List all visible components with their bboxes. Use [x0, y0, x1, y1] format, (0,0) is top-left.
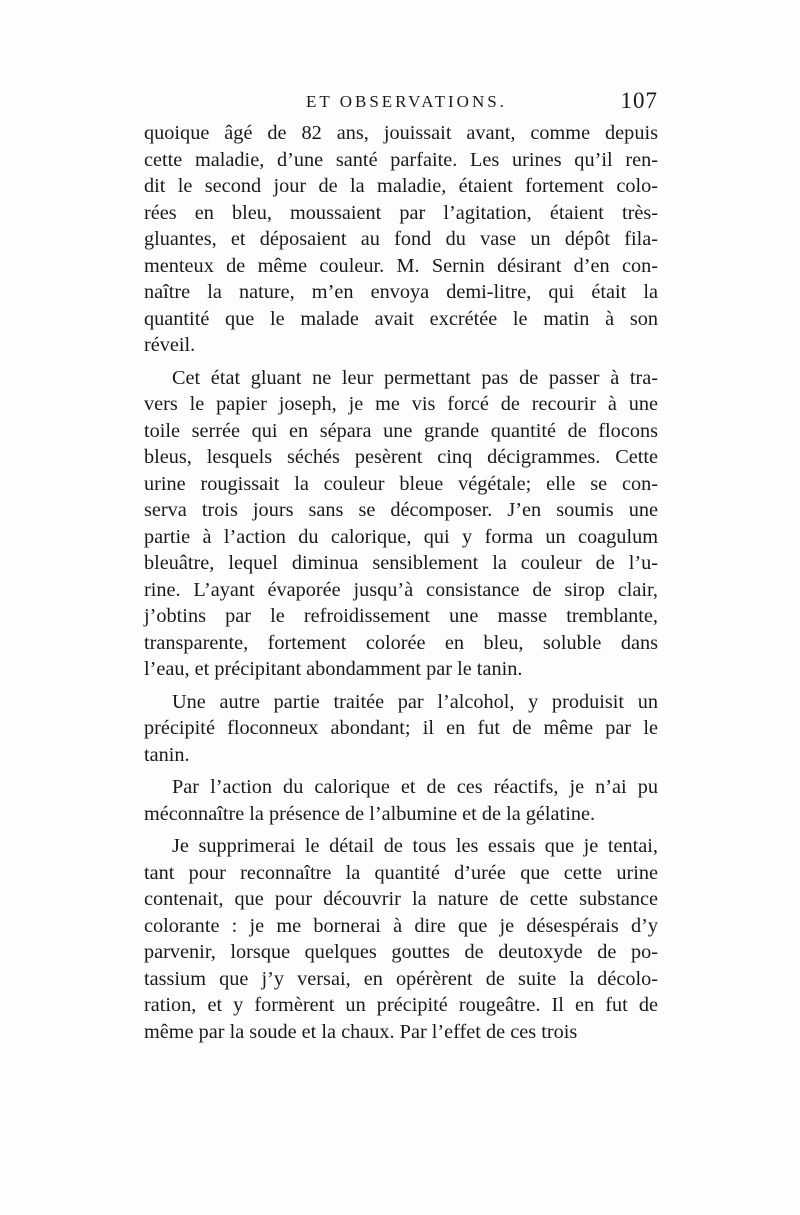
text-line: précipité floconneux abondant; il en fut de même par le — [144, 717, 658, 739]
text-line: dit le second jour de la maladie, étaient fortement colo- — [144, 175, 658, 197]
text-line: partie à l’action du calorique, qui y forma un coagulum — [144, 525, 658, 548]
text-line: serva trois jours sans se décomposer. J’en soumis une — [144, 499, 658, 521]
text-line: quoique âgé de 82 ans, jouissait avant, comme depuis — [144, 122, 658, 144]
paragraph — [144, 689, 658, 769]
text-line: Je supprimerai le détail de tous les essais que je tentai, — [172, 835, 658, 857]
text-line: même par la soude et la chaux. Par l’effet de ces trois — [144, 1020, 578, 1043]
running-title: ET OBSERVATIONS. — [306, 92, 507, 111]
text-line: réveil. — [144, 334, 196, 356]
text-line: urine rougissait la couleur bleue végétale; elle se con- — [144, 472, 658, 495]
text-line: l’eau, et précipitant abondamment par le tanin. — [144, 658, 523, 680]
text-line: rine. L’ayant évaporée jusqu’à consistance de sirop clair, — [144, 578, 658, 601]
paragraph — [144, 833, 658, 1045]
text-line: rées en bleu, moussaient par l’agitation, étaient très- — [144, 201, 658, 224]
text-line: bleus, lesquels séchés pesèrent cinq décigrammes. Cette — [144, 446, 658, 468]
paragraph — [144, 120, 658, 359]
text-line: méconnaître la présence de l’albumine et de la gélatine. — [144, 802, 596, 825]
text-line: toile serrée qui en sépara une grande quantité de flocons — [144, 419, 658, 442]
text-line: tanin. — [144, 743, 190, 766]
text-line: j’obtins par le refroidissement une masse tremblante, — [144, 605, 658, 627]
text-line: tassium que j’y versai, en opérèrent de suite la décolo- — [144, 967, 658, 990]
text-line: naître la nature, m’en envoya demi-litre, qui était la — [144, 281, 658, 303]
text-line: cette maladie, d’une santé parfaite. Les urines qu’il ren- — [144, 148, 658, 171]
text-line: Par l’action du calorique et de ces réactifs, je n’ai pu — [172, 776, 658, 798]
running-head — [144, 88, 658, 118]
text-line: vers le papier joseph, je me vis forcé de recourir à une — [144, 393, 658, 415]
body-text — [144, 120, 658, 1045]
text-line: ration, et y formèrent un précipité rougeâtre. Il en fut de — [144, 994, 658, 1016]
paragraph — [144, 365, 658, 683]
text-line: transparente, fortement colorée en bleu, soluble dans — [144, 631, 658, 654]
paragraph — [144, 774, 658, 827]
text-line: contenait, que pour découvrir la nature de cette substance — [144, 888, 658, 910]
text-line: quantité que le malade avait excrétée le matin à son — [144, 307, 658, 330]
text-line: bleuâtre, lequel diminua sensiblement la couleur de l’u- — [144, 552, 658, 574]
text-line: parvenir, lorsque quelques gouttes de deutoxyde de po- — [144, 941, 658, 963]
page-number: 107 — [620, 88, 658, 113]
text-line: gluantes, et déposaient au fond du vase un dépôt fila- — [144, 228, 658, 250]
text-line: Une autre partie traitée par l’alcohol, y produisit un — [172, 690, 658, 713]
text-line: Cet état gluant ne leur permettant pas de passer à tra- — [172, 366, 658, 389]
text-line: colorante : je me bornerai à dire que je désespérais d’y — [144, 914, 658, 937]
text-line: tant pour reconnaître la quantité d’urée que cette urine — [144, 861, 658, 884]
text-line: menteux de même couleur. M. Sernin désirant d’en con- — [144, 254, 658, 277]
